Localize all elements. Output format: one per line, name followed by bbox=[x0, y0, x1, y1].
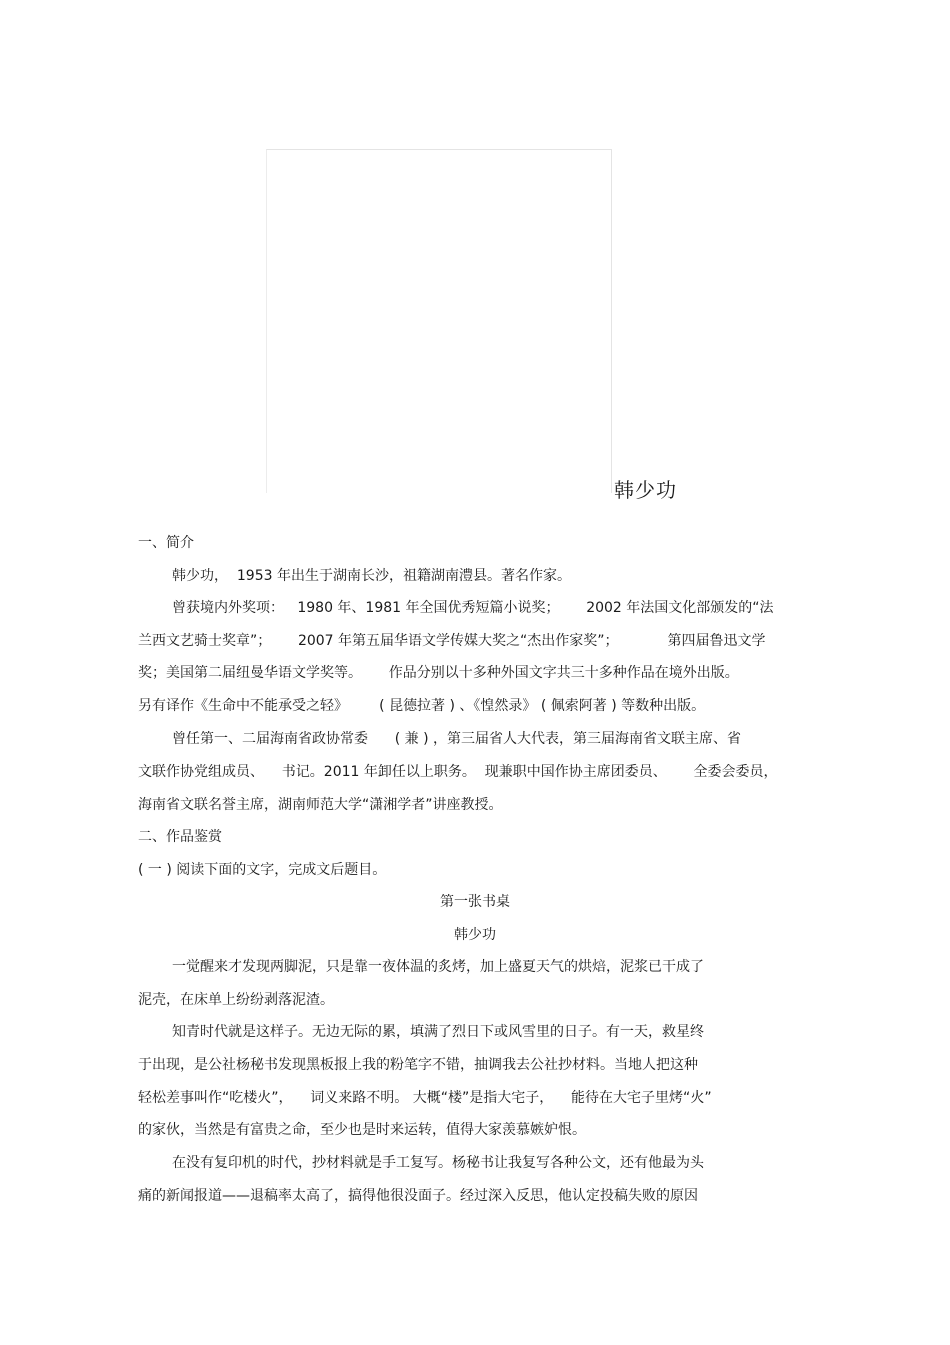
intro-p3-line-3: 海南省文联名誉主席，湖南师范大学“潇湘学者”讲座教授。 bbox=[138, 797, 503, 813]
body-p3-line-2: 痛的新闻报道——退稿率太高了，搞得他很没面子。经过深入反思，他认定投稿失败的原因 bbox=[138, 1188, 698, 1204]
work-author: 韩少功 bbox=[454, 927, 496, 943]
body-p2-line-4: 的家伙，当然是有富贵之命，至少也是时来运转，值得大家羡慕嫉妒恨。 bbox=[138, 1122, 586, 1138]
body-p2-line-2: 于出现，是公社杨秘书发现黑板报上我的粉笔字不错，抽调我去公社抄材料。当地人把这种 bbox=[138, 1057, 698, 1073]
author-photo-frame bbox=[266, 149, 612, 493]
section-heading-appreciation: 二、作品鉴赏 bbox=[138, 829, 222, 845]
intro-p2-line-3: 奖；美国第二届纽曼华语文学奖等。 作品分别以十多种外国文字共三十多种作品在境外出版。 bbox=[138, 665, 739, 681]
subsection-heading: ( 一 ) 阅读下面的文字，完成文后题目。 bbox=[138, 862, 387, 878]
body-p3-line-1: 在没有复印机的时代，抄材料就是手工复写。杨秘书让我复写各种公文，还有他最为头 bbox=[172, 1155, 704, 1171]
intro-paragraph-1: 韩少功， 1953 年出生于湖南长沙，祖籍湖南澧县。著名作家。 bbox=[172, 568, 571, 584]
body-p2-line-3: 轻松差事叫作“吃楼火”， 词义来路不明。 大概“楼”是指大宅子， 能待在大宅子里烤“火” bbox=[138, 1090, 712, 1106]
body-p1-line-1: 一觉醒来才发现两脚泥，只是靠一夜体温的炙烤，加上盛夏天气的烘焙，泥浆已干成了 bbox=[172, 959, 704, 975]
intro-p2-line-2: 兰西文艺骑士奖章”； 2007 年第五届华语文学传媒大奖之“杰出作家奖”； 第四届鲁迅文学 bbox=[138, 633, 766, 649]
body-p1-line-2: 泥壳，在床单上纷纷剥落泥渣。 bbox=[138, 992, 334, 1008]
intro-p2-line-4: 另有译作《生命中不能承受之轻》 ( 昆德拉著 ) 、《惶然录》 ( 佩索阿著 ) 等数种出版。 bbox=[138, 698, 706, 714]
author-caption: 韩少功 bbox=[614, 478, 677, 502]
intro-p2-line-1: 曾获境内外奖项： 1980 年、1981 年全国优秀短篇小说奖； 2002 年法国文化部颁发的“法 bbox=[172, 600, 774, 616]
body-p2-line-1: 知青时代就是这样子。无边无际的累，填满了烈日下或风雪里的日子。有一天，救星终 bbox=[172, 1024, 704, 1040]
intro-p3-line-1: 曾任第一、二届海南省政协常委 ( 兼 ) ，第三届省人大代表，第三届海南省文联主席、省 bbox=[172, 731, 741, 747]
section-heading-intro: 一、简介 bbox=[138, 535, 194, 551]
work-title: 第一张书桌 bbox=[440, 894, 510, 910]
intro-p3-line-2: 文联作协党组成员、 书记。2011 年卸任以上职务。 现兼职中国作协主席团委员、 全委会委员， bbox=[138, 764, 778, 780]
